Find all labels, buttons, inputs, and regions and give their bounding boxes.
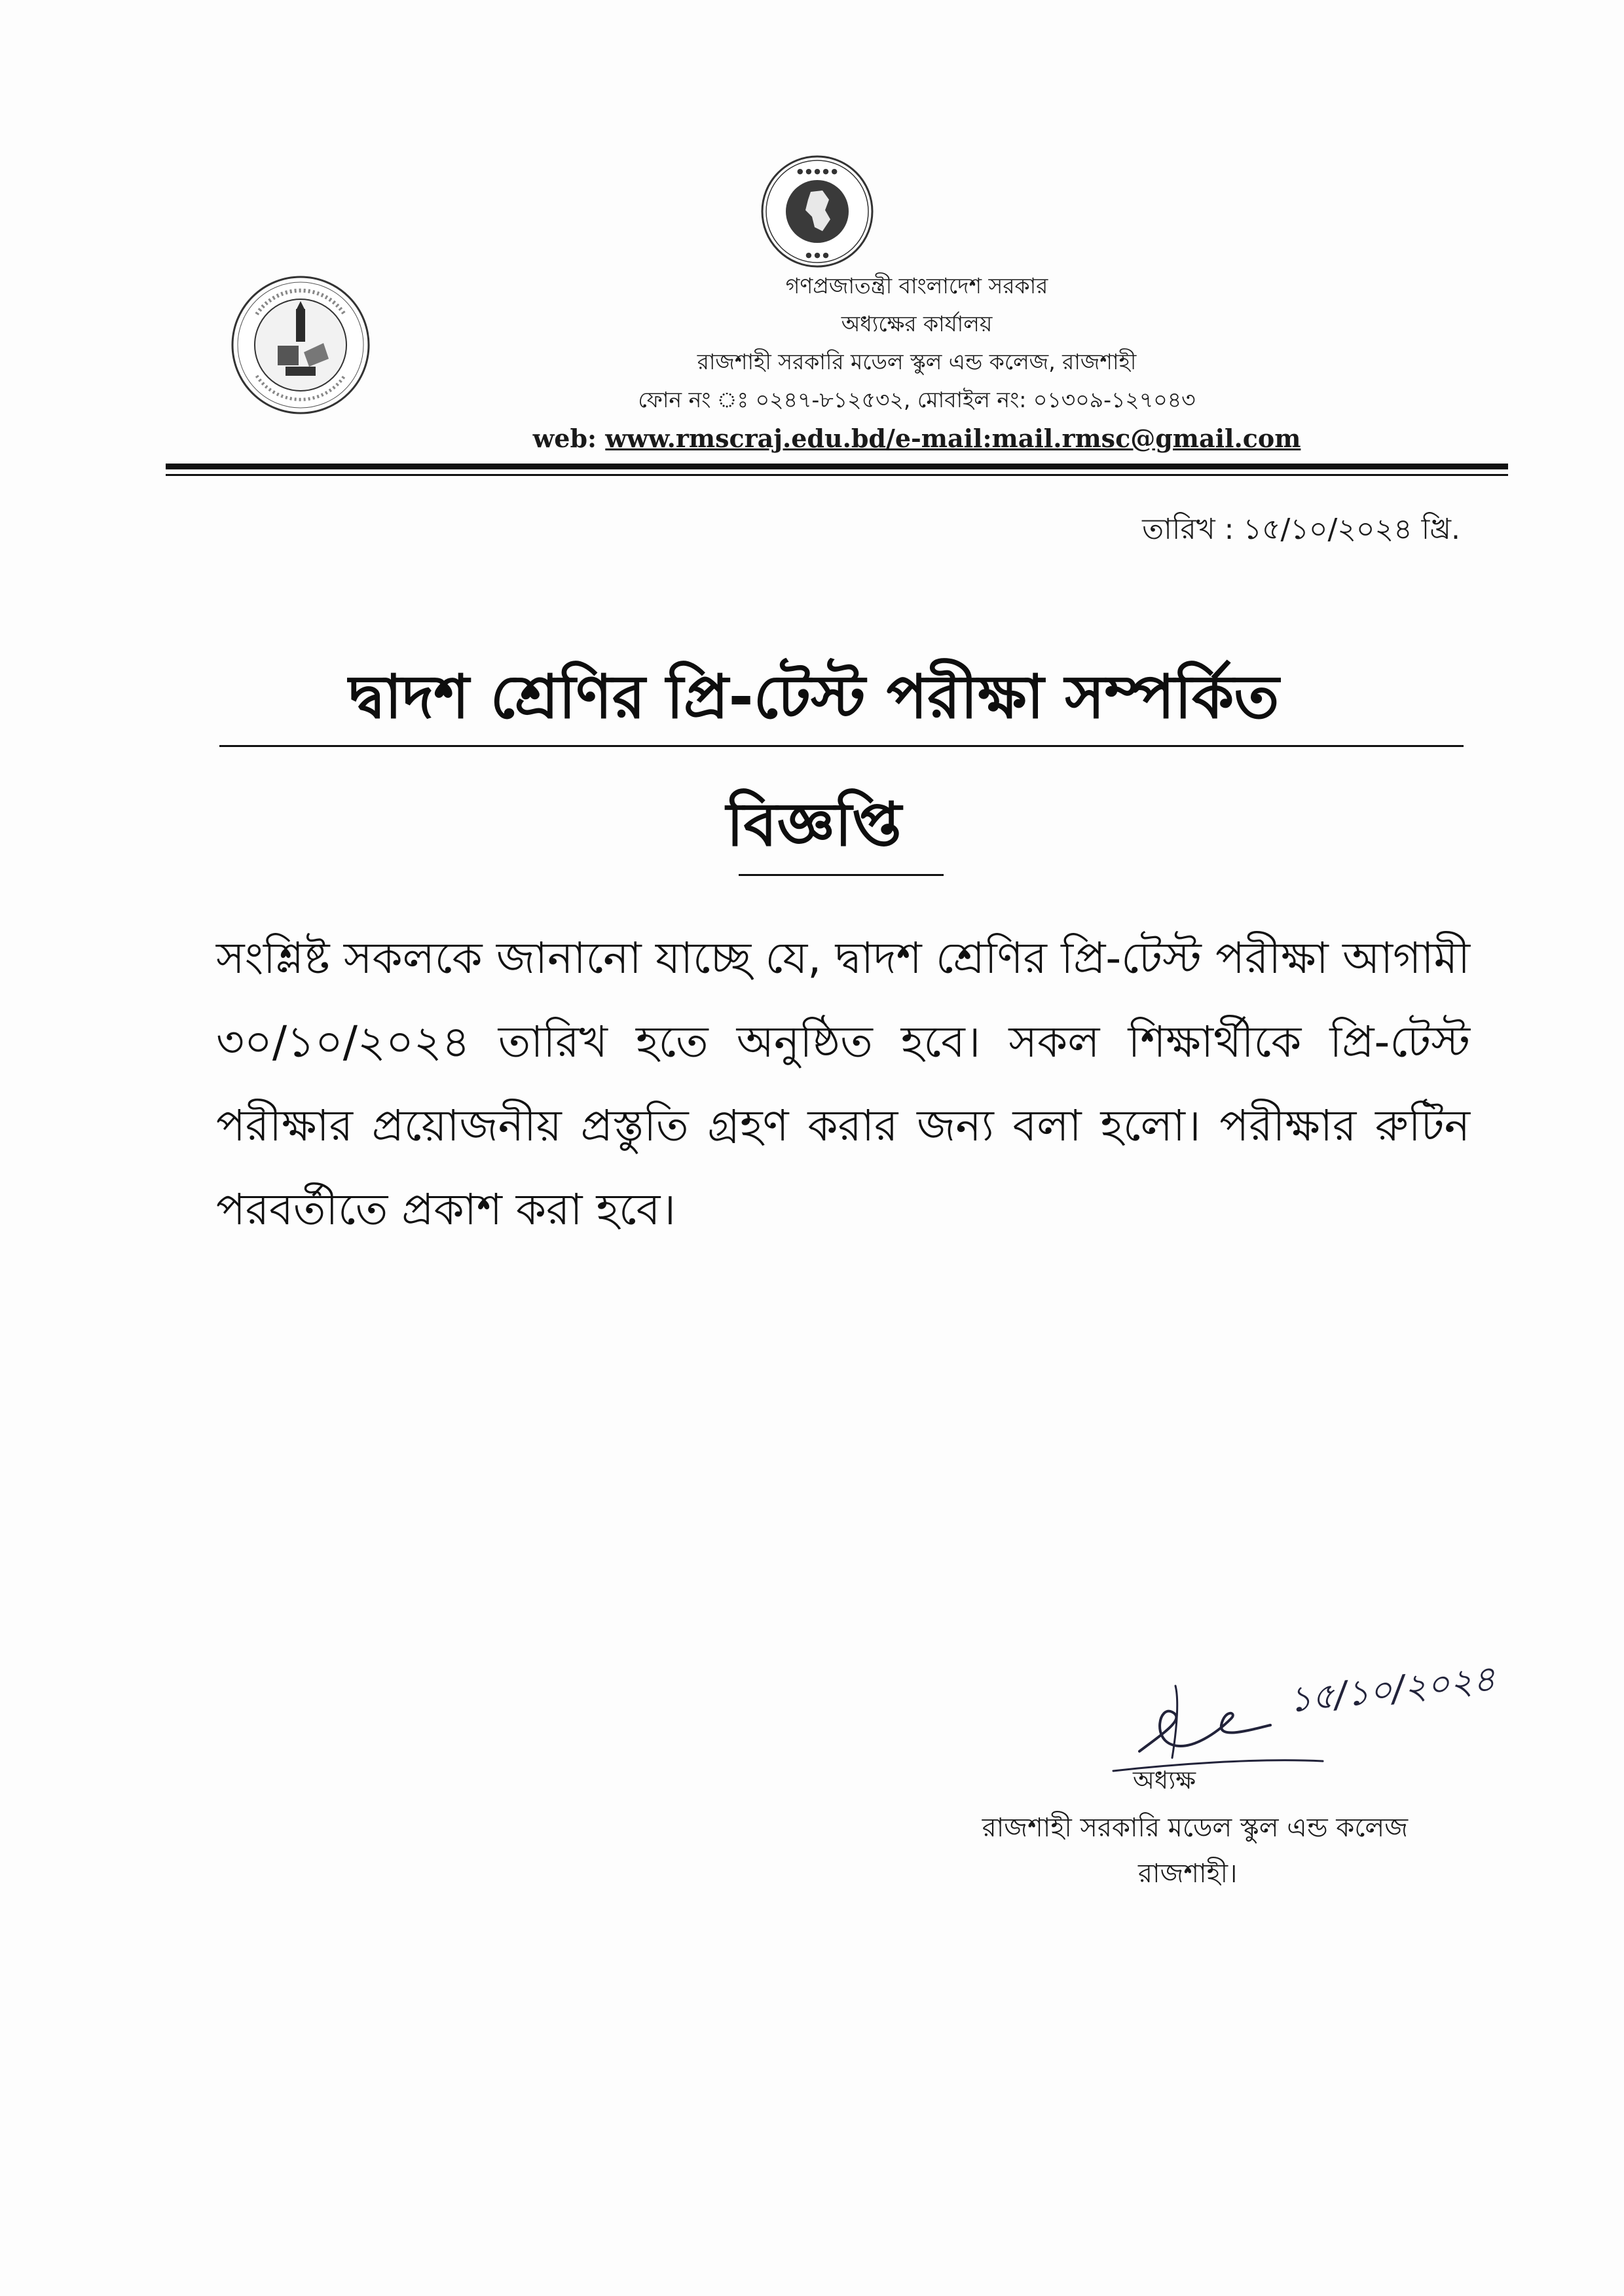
notice-date: তারিখ : ১৫/১০/২০২৪ খ্রি. [1142,513,1460,546]
header-divider-thin [166,474,1508,476]
web-prefix: web: [532,424,606,453]
letterhead-institution: রাজশাহী সরকারি মডেল স্কুল এন্ড কলেজ, রাজশাহী [697,349,1137,374]
svg-text:● ● ●: ● ● ● [805,251,829,259]
title-underline [219,745,1464,747]
government-seal-icon [760,154,875,269]
web-link[interactable]: www.rmscraj.edu.bd/e-mail:mail.rmsc@gmail.com [605,424,1301,453]
signatory-place: রাজশাহী। [1138,1859,1238,1889]
signatory-title: অধ্যক্ষ [1133,1766,1196,1795]
subtitle-underline [739,874,944,876]
letterhead-phone: ফোন নং ঃ ০২৪৭-৮১২৫৩২, মোবাইল নং: ০১৩০৯-১২৭০৪৩ [638,387,1196,412]
header-divider-thick [166,464,1508,469]
college-logo-icon [231,275,371,415]
handwritten-date: ১৫/১০/২০২৪ [1286,1658,1498,1721]
letterhead [458,267,1375,458]
letterhead-government: গণপ্রজাতন্ত্রী বাংলাদেশ সরকার [785,273,1048,299]
letterhead-office: অধ্যক্ষের কার্যালয় [841,311,993,337]
letterhead-web [458,419,1375,458]
signatory-college: রাজশাহী সরকারি মডেল স্কুল এন্ড কলেজ [982,1813,1408,1843]
notice-body: সংশ্লিষ্ট সকলকে জানানো যাচ্ছে যে, দ্বাদশ শ্রেণির প্রি-টেস্ট পরীক্ষা আগামী ৩০/১০/২০২৪ তারিখ হতে অনুষ্ঠিত হবে। সকল শিক্ষার্থীকে প্রি-টেস্ট পরীক্ষার প্রয়োজনীয় প্রস্তুতি গ্রহণ করার জন্য বলা হলো। পরীক্ষার রুটিন পরবর্তীতে প্রকাশ করা হবে। [216,933,1470,1235]
notice-subtitle: বিজ্ঞপ্তি [726,790,902,860]
notice-title: দ্বাদশ শ্রেণির প্রি-টেস্ট পরীক্ষা সম্পর্কিত [348,662,1280,732]
svg-text:● ● ● ● ●: ● ● ● ● ● [797,167,838,175]
